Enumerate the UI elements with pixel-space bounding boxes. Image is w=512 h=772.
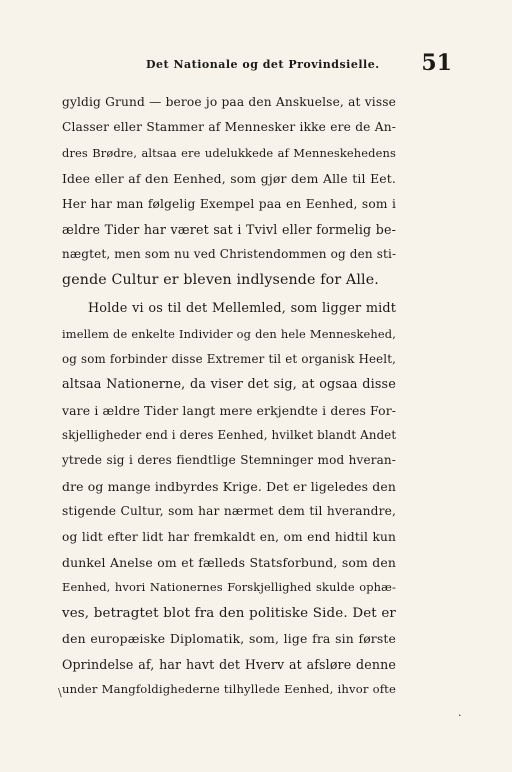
text-line: gende Cultur er bleven indlysende for Alle. bbox=[62, 271, 379, 288]
paragraph bbox=[62, 90, 396, 293]
text-line: Oprindelse af, har havt det Hverv at afsløre denne bbox=[62, 656, 396, 672]
text-line: Holde vi os til det Mellemled, som ligger midt bbox=[88, 301, 396, 317]
text-line: dunkel Anelse om et fælleds Statsforbund, som den bbox=[62, 555, 396, 571]
text-line: Classer eller Stammer af Mennesker ikke ere de An- bbox=[62, 120, 396, 135]
text-line: imellem de enkelte Individer og den hele Menneskehed, bbox=[62, 326, 396, 341]
text-line: ves, betragtet blot fra den politiske Side. Det er bbox=[62, 605, 396, 621]
text-line: dre og mange indbyrdes Krige. Det er ligeledes den bbox=[62, 478, 396, 494]
text-line: under Mangfoldighederne tilhyllede Eenhed, ihvor ofte bbox=[62, 681, 396, 696]
text-line: skjelligheder end i deres Eenhed, hvilket blandt Andet bbox=[62, 428, 397, 443]
text-line: nægtet, men som nu ved Christendommen og den sti- bbox=[62, 247, 397, 262]
margin-mark: . bbox=[458, 706, 462, 719]
text-line: vare i ældre Tider langt mere erkjendte i deres For- bbox=[62, 402, 397, 418]
text-line: stigende Cultur, som har nærmet dem til hverandre, bbox=[62, 504, 396, 519]
text-line: den europæiske Diplomatik, som, lige fra sin første bbox=[62, 631, 396, 647]
body-text bbox=[62, 90, 396, 702]
text-line: og som forbinder disse Extremer til et organisk Heelt, bbox=[62, 351, 396, 366]
page-header bbox=[58, 48, 456, 80]
text-line: Idee eller af den Eenhed, som gjør dem Alle til Eet. bbox=[62, 171, 396, 187]
paragraph bbox=[62, 296, 396, 702]
text-line: og lidt efter lidt har fremkaldt en, om end hidtil kun bbox=[62, 529, 396, 544]
text-line: Eenhed, hvori Nationernes Forskjellighed skulde ophæ- bbox=[62, 580, 396, 595]
page-number: 51 bbox=[421, 50, 452, 76]
text-line: ældre Tider har været sat i Tvivl eller formelig be- bbox=[62, 221, 396, 237]
text-line: Her har man følgelig Exempel paa en Eenhed, som i bbox=[62, 196, 396, 211]
text-line: gyldig Grund — beroe jo paa den Anskuelse, at visse bbox=[62, 95, 396, 109]
running-title: Det Nationale og det Provindsielle. bbox=[146, 58, 380, 71]
text-line: dres Brødre, altsaa ere udelukkede af Menneskehedens bbox=[62, 145, 396, 160]
margin-mark: \ bbox=[58, 686, 62, 699]
text-line: ytrede sig i deres fiendtlige Stemninger mod hveran- bbox=[62, 453, 396, 468]
text-line: altsaa Nationerne, da viser det sig, at ogsaa disse bbox=[62, 377, 396, 393]
